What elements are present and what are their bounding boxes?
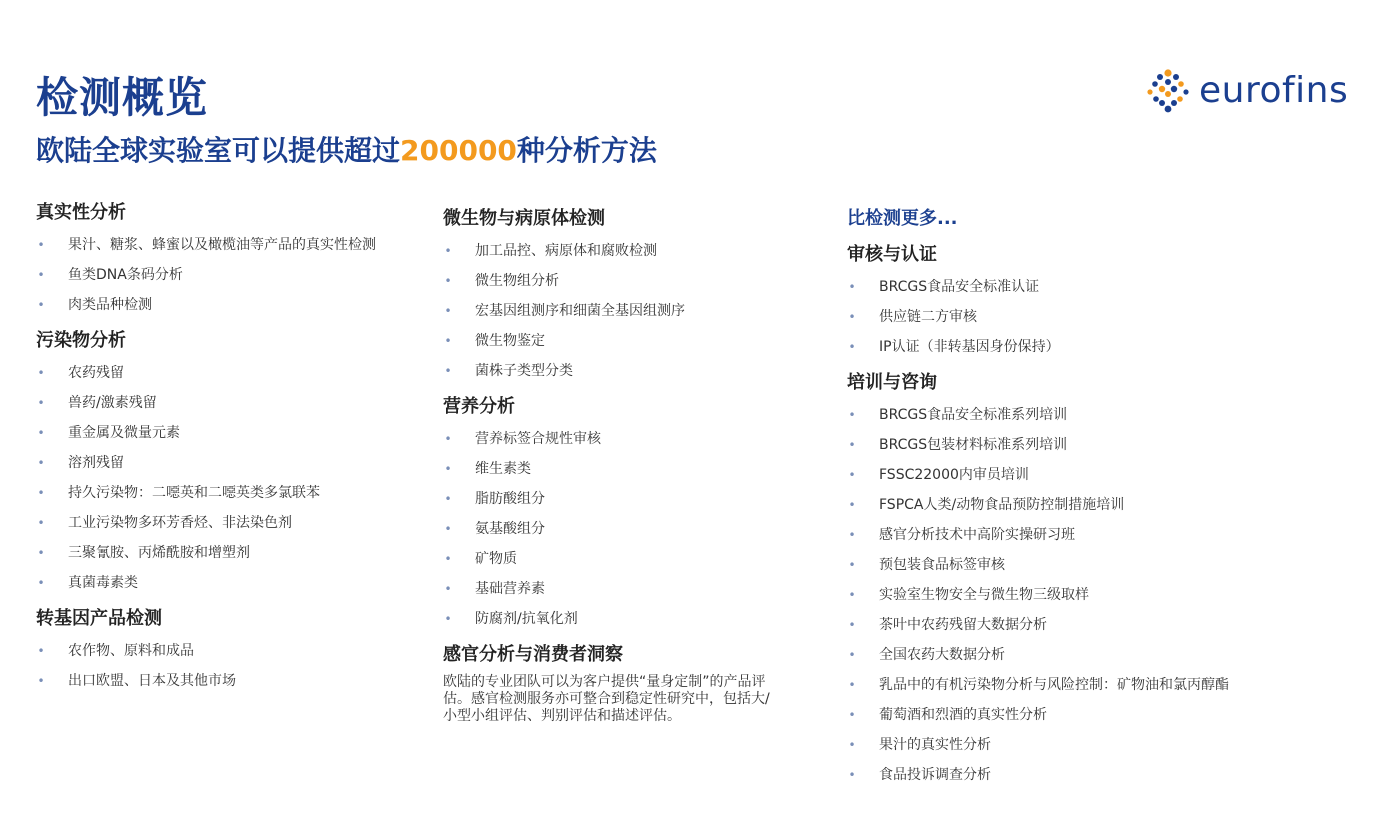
list-item: • 全国农药大数据分析 xyxy=(847,640,1367,670)
column-1 xyxy=(36,200,416,704)
list-item: • 肉类品种检测 xyxy=(36,290,416,320)
bullet-icon: • xyxy=(848,528,856,542)
list-item: • 营养标签合规性审核 xyxy=(443,424,833,454)
list-item: • BRCGS食品安全标准系列培训 xyxy=(847,400,1367,430)
bullet-icon: • xyxy=(37,238,45,252)
bullet-icon: • xyxy=(848,408,856,422)
section-title: 真实性分析 xyxy=(36,202,126,223)
bullet-icon: • xyxy=(444,274,452,288)
list-item: • 微生物组分析 xyxy=(443,266,833,296)
list-item: • 感官分析技术中高阶实操研习班 xyxy=(847,520,1367,550)
bullet-icon: • xyxy=(444,552,452,566)
list-item: • 持久污染物：二噁英和二噁英类多氯联苯 xyxy=(36,478,416,508)
section-title: 微生物与病原体检测 xyxy=(443,208,605,229)
bullet-icon: • xyxy=(37,456,45,470)
list-item: • 防腐剂/抗氧化剂 xyxy=(443,604,833,634)
list-item: • 真菌毒素类 xyxy=(36,568,416,598)
bullet-icon: • xyxy=(848,678,856,692)
bullet-icon: • xyxy=(37,366,45,380)
list-item: • 乳品中的有机污染物分析与风险控制：矿物油和氯丙醇酯 xyxy=(847,670,1367,700)
bullet-icon: • xyxy=(444,364,452,378)
list-item: • 维生素类 xyxy=(443,454,833,484)
bullet-icon: • xyxy=(848,738,856,752)
bullet-icon: • xyxy=(848,648,856,662)
subtitle-suffix: 种分析方法 xyxy=(516,134,657,167)
list-item: • IP认证（非转基因身份保持） xyxy=(847,332,1367,362)
bullet-icon: • xyxy=(37,546,45,560)
bullet-icon: • xyxy=(444,492,452,506)
section-title: 转基因产品检测 xyxy=(36,608,162,629)
bullet-icon: • xyxy=(848,438,856,452)
list-item: • 供应链二方审核 xyxy=(847,302,1367,332)
list-item: • 出口欧盟、日本及其他市场 xyxy=(36,666,416,696)
list-item: • 重金属及微量元素 xyxy=(36,418,416,448)
list-item: • 茶叶中农药残留大数据分析 xyxy=(847,610,1367,640)
subtitle-prefix: 欧陆全球实验室可以提供超过 xyxy=(36,134,401,167)
list-item: • BRCGS包装材料标准系列培训 xyxy=(847,430,1367,460)
sensory-description: 欧陆的专业团队可以为客户提供“量身定制”的产品评估。感官检测服务亦可整合到稳定性研究中，包括大/小型小组评估、判别评估和描述评估。 xyxy=(443,674,770,724)
bullet-icon: • xyxy=(444,612,452,626)
bullet-icon: • xyxy=(848,558,856,572)
list-item: • 微生物鉴定 xyxy=(443,326,833,356)
list-item: • 宏基因组测序和细菌全基因组测序 xyxy=(443,296,833,326)
bullet-icon: • xyxy=(37,644,45,658)
item-list xyxy=(36,636,416,696)
list-item: • FSSC22000内审员培训 xyxy=(847,460,1367,490)
bullet-icon: • xyxy=(444,334,452,348)
item-list xyxy=(36,358,416,598)
bullet-icon: • xyxy=(37,516,45,530)
page-title: 检测概览 xyxy=(36,73,209,122)
bullet-icon: • xyxy=(444,522,452,536)
list-item: • 葡萄酒和烈酒的真实性分析 xyxy=(847,700,1367,730)
list-item: • 农作物、原料和成品 xyxy=(36,636,416,666)
eurofins-dots-logo-icon xyxy=(1145,68,1191,114)
bullet-icon: • xyxy=(37,674,45,688)
list-item: • 氨基酸组分 xyxy=(443,514,833,544)
item-list xyxy=(443,236,833,386)
bullet-icon: • xyxy=(848,340,856,354)
bullet-icon: • xyxy=(444,304,452,318)
page-subtitle xyxy=(36,132,657,170)
list-item: • 果汁、糖浆、蜂蜜以及橄榄油等产品的真实性检测 xyxy=(36,230,416,260)
list-item: • 实验室生物安全与微生物三级取样 xyxy=(847,580,1367,610)
bullet-icon: • xyxy=(444,462,452,476)
bullet-icon: • xyxy=(848,310,856,324)
list-item: • BRCGS食品安全标准认证 xyxy=(847,272,1367,302)
list-item: • 溶剂残留 xyxy=(36,448,416,478)
list-item: • 食品投诉调查分析 xyxy=(847,760,1367,790)
item-list xyxy=(443,424,833,634)
item-list xyxy=(847,400,1367,790)
bullet-icon: • xyxy=(37,298,45,312)
bullet-icon: • xyxy=(848,498,856,512)
list-item: • 工业污染物多环芳香烃、非法染色剂 xyxy=(36,508,416,538)
bullet-icon: • xyxy=(37,576,45,590)
bullet-icon: • xyxy=(37,486,45,500)
list-item: • 预包装食品标签审核 xyxy=(847,550,1367,580)
bullet-icon: • xyxy=(37,268,45,282)
item-list xyxy=(847,272,1367,362)
list-item: • 农药残留 xyxy=(36,358,416,388)
bullet-icon: • xyxy=(444,582,452,596)
bullet-icon: • xyxy=(848,588,856,602)
bullet-icon: • xyxy=(444,244,452,258)
subtitle-number: 200000 xyxy=(400,134,517,167)
list-item: • 基础营养素 xyxy=(443,574,833,604)
bullet-icon: • xyxy=(37,396,45,410)
section-title: 感官分析与消费者洞察 xyxy=(443,644,623,665)
list-item: • 兽药/激素残留 xyxy=(36,388,416,418)
bullet-icon: • xyxy=(848,468,856,482)
section-title: 培训与咨询 xyxy=(847,372,937,393)
eurofins-logo xyxy=(1145,66,1348,116)
bullet-icon: • xyxy=(848,280,856,294)
bullet-icon: • xyxy=(848,618,856,632)
section-title: 污染物分析 xyxy=(36,330,126,351)
list-item: • 矿物质 xyxy=(443,544,833,574)
logo-text: eurofins xyxy=(1199,70,1349,111)
bullet-icon: • xyxy=(848,768,856,782)
bullet-icon: • xyxy=(848,708,856,722)
list-item: • FSPCA人类/动物食品预防控制措施培训 xyxy=(847,490,1367,520)
column-2 xyxy=(443,206,833,725)
list-item: • 三聚氰胺、丙烯酰胺和增塑剂 xyxy=(36,538,416,568)
list-item: • 菌株子类型分类 xyxy=(443,356,833,386)
bullet-icon: • xyxy=(444,432,452,446)
bullet-icon: • xyxy=(37,426,45,440)
item-list xyxy=(36,230,416,320)
list-item: • 果汁的真实性分析 xyxy=(847,730,1367,760)
list-item: • 脂肪酸组分 xyxy=(443,484,833,514)
section-title: 营养分析 xyxy=(443,396,515,417)
column-3 xyxy=(847,206,1367,798)
section-title: 审核与认证 xyxy=(847,244,937,265)
list-item: • 加工品控、病原体和腐败检测 xyxy=(443,236,833,266)
list-item: • 鱼类DNA条码分析 xyxy=(36,260,416,290)
more-than-testing-heading: 比检测更多... xyxy=(847,208,958,229)
